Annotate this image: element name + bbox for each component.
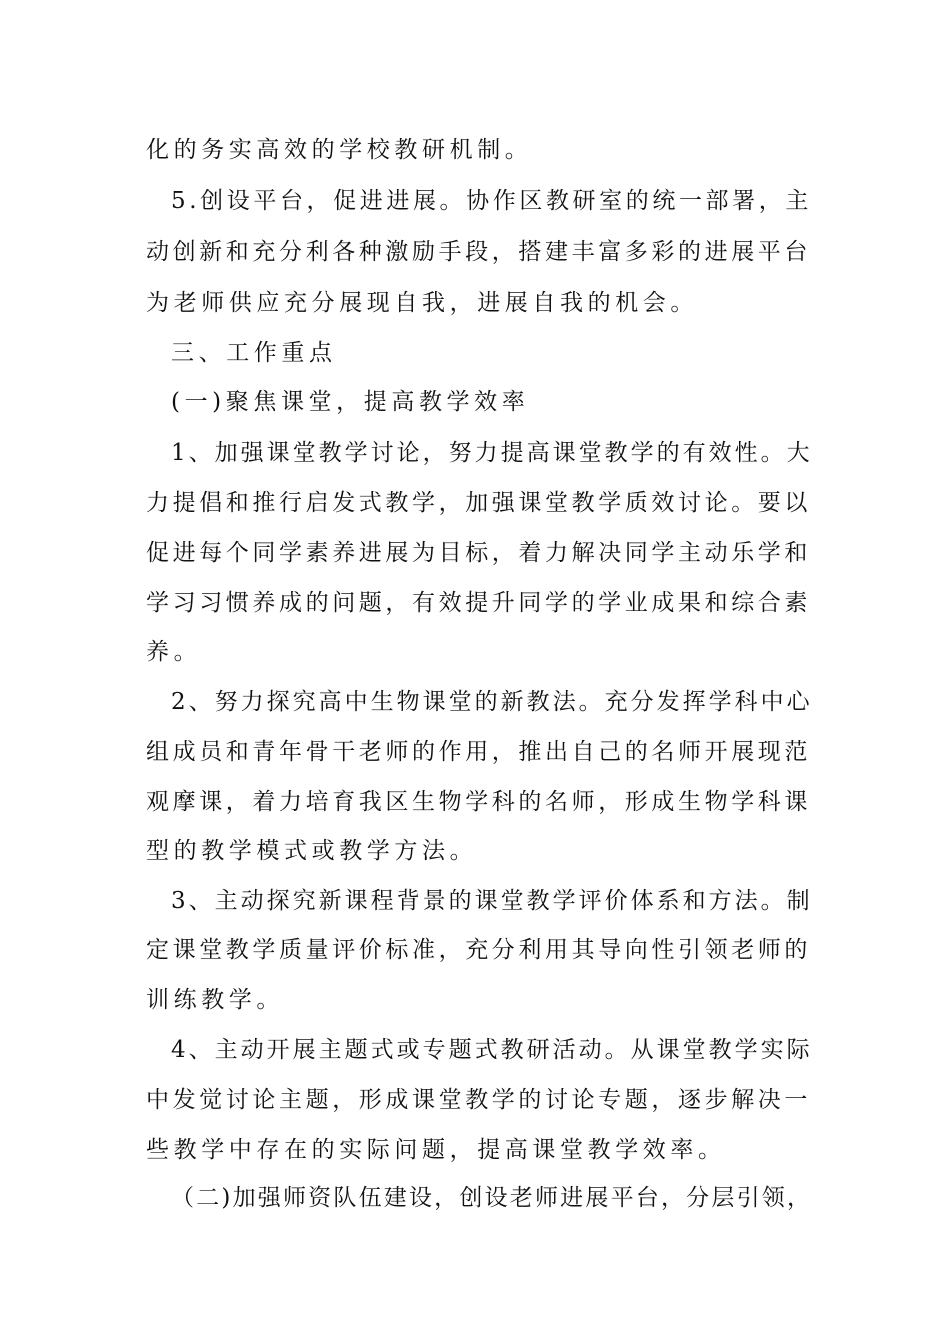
text-line-17: 定课堂教学质量评价标准，充分利用其导向性引领老师的 [146, 937, 811, 963]
text-line-1: 化的务实高效的学校教研机制。 [146, 137, 533, 163]
text-line-3: 动创新和充分利各种激励手段，搭建丰富多彩的进展平台 [146, 239, 811, 265]
text-line-20: 中发觉讨论主题，形成课堂教学的讨论专题，逐步解决一 [146, 1087, 811, 1113]
text-line-15: 型的教学模式或教学方法。 [146, 838, 478, 864]
text-line-8: 力提倡和推行启发式教学，加强课堂教学质效讨论。要以 [146, 490, 811, 516]
text-line-16: 3、主动探究新课程背景的课堂教学评价体系和方法。制 [171, 888, 813, 914]
text-line-11: 养。 [146, 639, 202, 665]
text-line-12: 2、努力探究高中生物课堂的新教法。充分发挥学科中心 [171, 689, 813, 715]
text-line-13: 组成员和青年骨干老师的作用，推出自己的名师开展现范 [146, 739, 811, 765]
text-line-14: 观摩课，着力培育我区生物学科的名师，形成生物学科课 [146, 789, 811, 815]
text-line-4: 为老师供应充分展现自我，进展自我的机会。 [146, 290, 698, 316]
section-heading: 三、工作重点 [171, 340, 337, 366]
text-line-21: 些教学中存在的实际问题，提高课堂教学效率。 [146, 1137, 726, 1163]
text-line-10: 学习习惯养成的问题，有效提升同学的学业成果和综合素 [146, 590, 811, 616]
text-line-19: 4、主动开展主题式或专题式教研活动。从课堂教学实际 [171, 1037, 813, 1063]
text-line-9: 促进每个同学素养进展为目标，着力解决同学主动乐学和 [146, 540, 811, 566]
subsection-heading-1: (一)聚焦课堂，提高教学效率 [171, 389, 530, 415]
subsection-heading-2: （二)加强师资队伍建设，创设老师进展平台，分层引领， [171, 1185, 813, 1211]
text-line-2: 5.创设平台，促进进展。协作区教研室的统一部署，主 [171, 188, 812, 214]
text-line-18: 训练教学。 [146, 987, 284, 1013]
text-line-7: 1、加强课堂教学讨论，努力提高课堂教学的有效性。大 [171, 440, 813, 466]
